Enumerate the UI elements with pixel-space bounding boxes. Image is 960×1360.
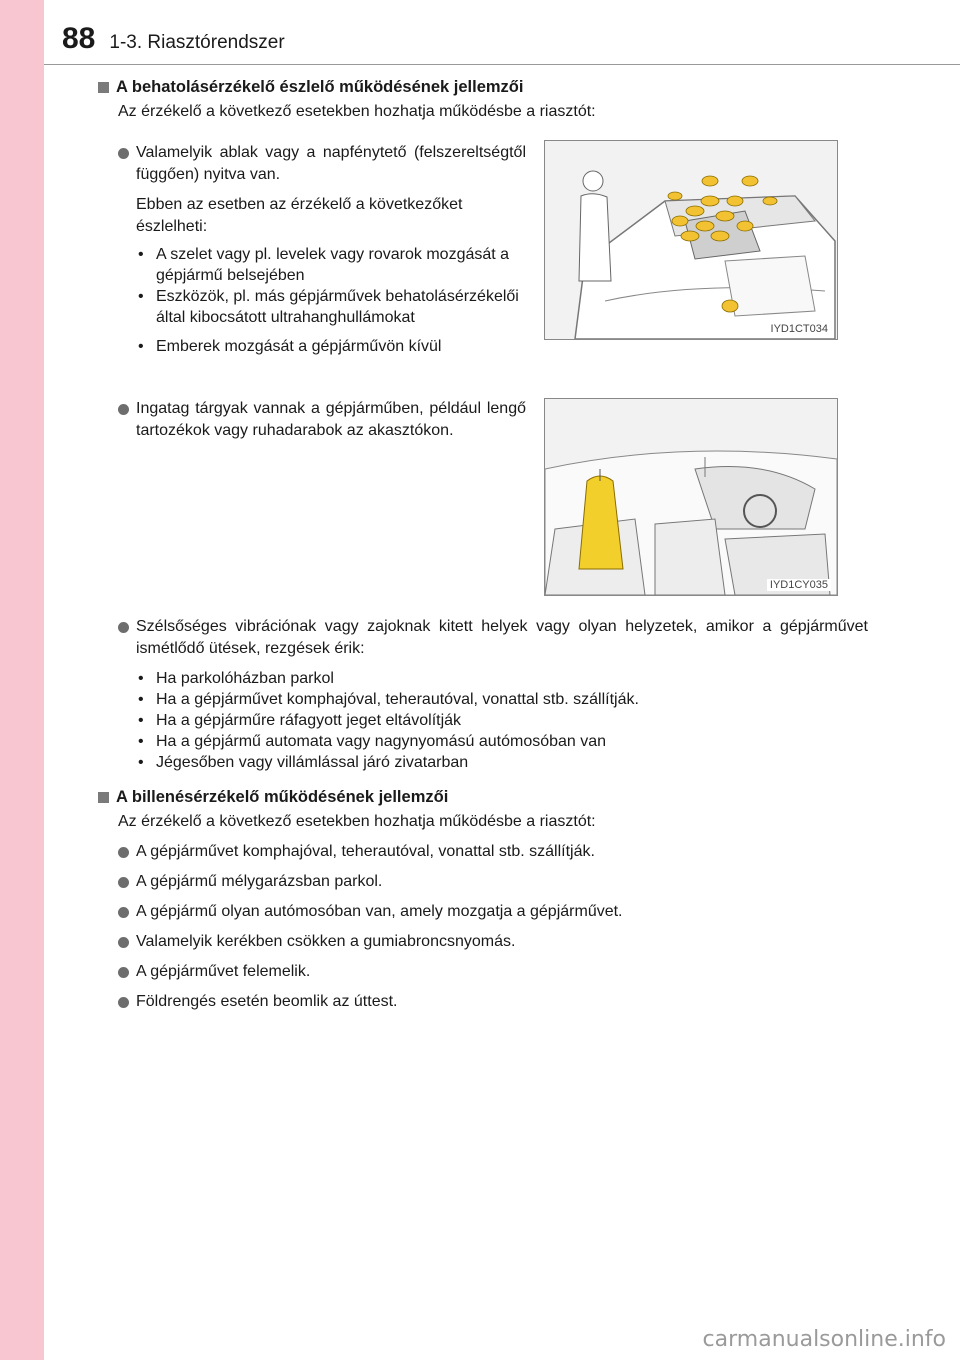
vibration-list xyxy=(98,668,868,773)
list-item: • Ha a gépjárművet komphajóval, teherautóval, vonattal stb. szállítják. xyxy=(138,691,639,708)
section-intro: Az érzékelő a következő esetekben hozhatja működésbe a riasztót: xyxy=(118,103,596,120)
list-item: • Eszközök, pl. más gépjárművek behatolásérzékelői által kibocsátott ultrahanghullámokat xyxy=(138,288,519,326)
list-item: • Ha parkolóházban parkol xyxy=(138,670,334,687)
page-header xyxy=(62,22,285,56)
round-bullet-icon xyxy=(118,937,129,948)
bullet-vibration xyxy=(98,616,868,773)
heading-text: A behatolásérzékelő észlelő működésének jellemzői xyxy=(116,78,524,96)
list-item: • Ha a gépjárműre ráfagyott jeget eltávolítják xyxy=(138,712,462,729)
round-bullet-icon xyxy=(118,907,129,918)
header-divider xyxy=(44,64,960,65)
bullet-text: Szélsőséges vibrációnak vagy zajoknak kitett helyek vagy olyan helyzetek, amikor a gépjárművet ismétlődő ütések, rezgések érik: xyxy=(136,618,868,657)
list-item: Földrengés esetén beomlik az úttest. xyxy=(118,991,868,1013)
list-item: A gépjárművet komphajóval, teherautóval, vonattal stb. szállítják. xyxy=(118,841,868,863)
round-bullet-icon xyxy=(118,997,129,1008)
tilt-list xyxy=(98,841,868,1013)
round-bullet-icon xyxy=(118,148,129,159)
detect-list xyxy=(98,244,526,357)
round-bullet-icon xyxy=(118,967,129,978)
section-heading-intrusion xyxy=(98,78,868,97)
list-item: A gépjármű olyan autómosóban van, amely mozgatja a gépjárművet. xyxy=(118,901,868,923)
square-bullet-icon xyxy=(98,82,109,93)
round-bullet-icon xyxy=(118,404,129,415)
square-bullet-icon xyxy=(98,792,109,803)
figure-hanging-coat xyxy=(544,398,838,596)
list-item xyxy=(118,398,526,442)
list-item: A gépjármű mélygarázsban parkol. xyxy=(118,871,868,893)
list-item: • Emberek mozgását a gépjárművön kívül xyxy=(138,338,442,355)
round-bullet-icon xyxy=(118,622,129,633)
watermark: carmanualsonline.info xyxy=(702,1327,946,1352)
round-bullet-icon xyxy=(118,847,129,858)
figure-sunroof-leaves xyxy=(544,140,838,340)
list-item: • A szelet vagy pl. levelek vagy rovarok mozgását a gépjármű belsejében xyxy=(138,246,510,284)
heading-text: A billenésérzékelő működésének jellemzői xyxy=(116,788,449,806)
side-tab xyxy=(0,0,44,1360)
page-number: 88 xyxy=(62,22,96,55)
list-item xyxy=(118,142,526,186)
section-heading-tilt xyxy=(98,788,868,807)
bullet-loose-items xyxy=(98,398,526,442)
chapter-title: 1-3. Riasztórendszer xyxy=(109,32,285,53)
bullet-window-open xyxy=(98,142,526,357)
bullet-subtext: Ebben az esetben az érzékelő a következőket észlelheti: xyxy=(136,196,463,235)
list-item: • Ha a gépjármű automata vagy nagynyomású autómosóban van xyxy=(138,733,607,750)
bullet-text: Ingatag tárgyak vannak a gépjárműben, például lengő tartozékok vagy ruhadarabok az akasztókon. xyxy=(136,400,526,439)
figure-code: IYD1CY035 xyxy=(767,579,831,591)
figure-code: IYD1CT034 xyxy=(768,323,831,335)
round-bullet-icon xyxy=(118,877,129,888)
main-content xyxy=(98,78,868,121)
bullet-text: Valamelyik ablak vagy a napfénytető (felszereltségtől függően) nyitva van. xyxy=(136,144,526,183)
list-item: • Jégesőben vagy villámlással járó zivatarban xyxy=(138,754,469,771)
car-sunroof-illustration xyxy=(545,141,837,339)
car-interior-illustration xyxy=(545,399,837,595)
list-item: A gépjárművet felemelik. xyxy=(118,961,868,983)
section-intro: Az érzékelő a következő esetekben hozhatja működésbe a riasztót: xyxy=(118,813,596,830)
section-tilt xyxy=(98,788,868,1013)
list-item xyxy=(118,616,868,660)
list-item: Valamelyik kerékben csökken a gumiabroncsnyomás. xyxy=(118,931,868,953)
